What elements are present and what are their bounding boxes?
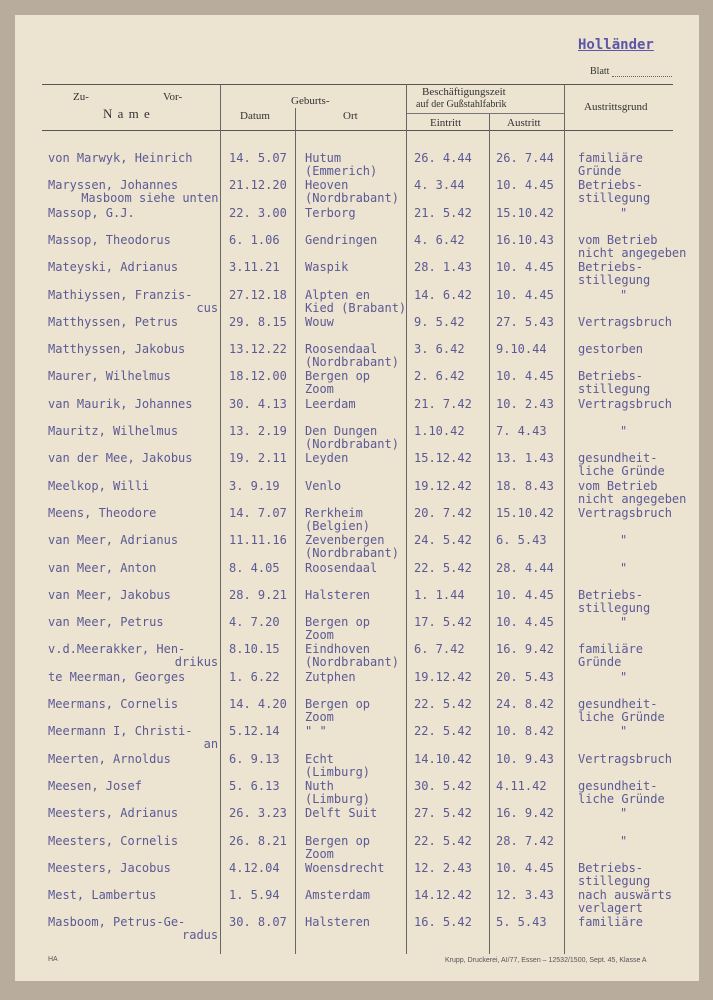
- entry-birth-place: Nuth: [305, 778, 334, 793]
- table-row: [0, 507, 713, 535]
- entry-exit-reason-cont: Gründe: [578, 655, 622, 670]
- entry-end-date: 15.10.42: [496, 505, 554, 520]
- table-top-rule: [42, 84, 673, 85]
- entry-name: Masboom, Petrus-Ge-: [48, 915, 186, 930]
- entry-name: Meesters, Jacobus: [48, 860, 171, 875]
- entry-name: van Meer, Jakobus: [48, 587, 171, 602]
- table-row: [0, 152, 713, 180]
- header-zu: Zu-: [73, 91, 89, 103]
- entry-exit-reason: ": [620, 533, 628, 548]
- entry-name: v.d.Meerakker, Hen-: [48, 642, 186, 657]
- entry-start-date: 27. 5.42: [414, 806, 472, 821]
- entry-exit-reason: ": [620, 424, 628, 438]
- entry-birth-date: 18.12.00: [229, 369, 287, 384]
- entry-birth-place: " ": [305, 724, 327, 739]
- entry-birth-date: 8.10.15: [229, 642, 280, 657]
- nationality-stamp: Holländer: [578, 37, 654, 53]
- entry-exit-reason: Vertragsbruch: [578, 396, 672, 411]
- entry-birth-place: Waspik: [305, 260, 349, 275]
- entry-end-date: 16. 9.42: [496, 806, 554, 821]
- entry-name: Matthyssen, Petrus: [48, 314, 179, 329]
- header-eintritt: Eintritt: [430, 117, 462, 129]
- blatt-label: Blatt: [590, 66, 610, 77]
- entry-birth-place-cont: (Limburg): [305, 764, 371, 779]
- table-row: [0, 616, 713, 644]
- entry-birth-place: Zutphen: [305, 669, 356, 684]
- table-row: [0, 589, 713, 617]
- entry-birth-date: 11.11.16: [229, 533, 287, 548]
- entry-birth-date: 3. 9.19: [229, 478, 280, 493]
- entry-birth-date: 28. 9.21: [229, 587, 287, 602]
- entry-start-date: 26. 4.44: [414, 151, 472, 165]
- entry-birth-date: 14. 5.07: [229, 151, 287, 165]
- header-ort: Ort: [343, 110, 358, 122]
- blatt-line: [612, 76, 672, 77]
- entry-name-cont: drikus: [174, 655, 219, 670]
- entry-birth-place: Venlo: [305, 478, 342, 493]
- entry-name: Mest, Lambertus: [48, 888, 157, 903]
- footer-printer-note: Krupp, Druckerei, AI/77, Essen – 12532/1500, Sept. 45, Klasse A: [445, 957, 647, 964]
- entry-exit-reason-cont: stillegung: [578, 191, 651, 206]
- header-datum: Datum: [240, 110, 270, 122]
- entry-start-date: 22. 5.42: [414, 724, 472, 739]
- entry-name-cont: an: [203, 737, 219, 752]
- entry-name: Meesters, Cornelis: [48, 833, 179, 848]
- entry-birth-place-cont: Zoom: [305, 846, 334, 861]
- table-row: [0, 370, 713, 398]
- entry-end-date: 7. 4.43: [496, 424, 547, 438]
- entry-birth-date: 30. 8.07: [229, 915, 287, 930]
- entry-name: te Meerman, Georges: [48, 669, 186, 684]
- entry-start-date: 4. 6.42: [414, 232, 465, 247]
- entry-exit-reason: ": [620, 833, 628, 848]
- entry-birth-date: 14. 7.07: [229, 505, 287, 520]
- entry-name: Mauritz, Wilhelmus: [48, 424, 179, 438]
- header-beschaeftigung: Beschäftigungszeit: [422, 86, 506, 98]
- entry-birth-date: 29. 8.15: [229, 314, 287, 329]
- entry-birth-date: 5.12.14: [229, 724, 280, 739]
- entry-end-date: 16. 9.42: [496, 642, 554, 657]
- entry-birth-place: Bergen op: [305, 615, 371, 630]
- entry-start-date: 21. 7.42: [414, 396, 472, 411]
- entry-name: van Meer, Anton: [48, 560, 157, 575]
- entry-birth-place: Halsteren: [305, 587, 371, 602]
- table-row: [0, 862, 713, 890]
- entry-name: van Maurik, Johannes: [48, 396, 193, 411]
- entry-exit-reason: ": [620, 806, 628, 821]
- entry-birth-place-cont: (Nordbrabant): [305, 437, 399, 451]
- entry-name: Mateyski, Adrianus: [48, 260, 179, 275]
- entry-end-date: 10. 4.45: [496, 587, 554, 602]
- entry-end-date: 9.10.44: [496, 342, 547, 357]
- entry-end-date: 15.10.42: [496, 205, 554, 220]
- entry-exit-reason-cont: stillegung: [578, 382, 651, 397]
- table-row: [0, 534, 713, 562]
- entry-exit-reason: ": [620, 287, 628, 302]
- entry-exit-reason: familiäre: [578, 642, 644, 657]
- entry-birth-place-cont: Zoom: [305, 382, 334, 397]
- entry-birth-place: Woensdrecht: [305, 860, 385, 875]
- entry-birth-place: Bergen op: [305, 697, 371, 711]
- entry-end-date: 10. 4.45: [496, 369, 554, 384]
- entry-start-date: 17. 5.42: [414, 615, 472, 630]
- table-row: [0, 480, 713, 508]
- header-gussstahlfabrik: auf der Gußstahlfabrik: [416, 99, 507, 110]
- entry-end-date: 10. 4.45: [496, 178, 554, 193]
- table-header-rule: [42, 130, 673, 131]
- entry-exit-reason: gestorben: [578, 342, 644, 357]
- entry-exit-reason-cont: nicht angegeben: [578, 245, 687, 260]
- entry-birth-place-cont: (Nordbrabant): [305, 355, 399, 370]
- entry-birth-date: 6. 9.13: [229, 751, 280, 766]
- entry-exit-reason: ": [620, 205, 628, 220]
- entry-birth-place: Roosendaal: [305, 342, 378, 357]
- table-row: [0, 343, 713, 371]
- header-name: N a m e: [103, 106, 151, 121]
- table-row: [0, 398, 713, 426]
- entry-birth-place: Bergen op: [305, 369, 371, 384]
- entry-birth-date: 30. 4.13: [229, 396, 287, 411]
- entry-start-date: 9. 5.42: [414, 314, 465, 329]
- entry-exit-reason-cont: stillegung: [578, 273, 651, 288]
- entry-start-date: 6. 7.42: [414, 642, 465, 657]
- entry-birth-place-cont: (Nordbrabant): [305, 655, 399, 670]
- entry-name: Meesters, Adrianus: [48, 806, 179, 821]
- entry-end-date: 12. 3.43: [496, 888, 554, 903]
- entry-birth-date: 4.12.04: [229, 860, 280, 875]
- table-row: [0, 916, 713, 944]
- table-row: [0, 289, 713, 317]
- entry-birth-place: Heoven: [305, 178, 349, 193]
- entry-exit-reason-cont: verlagert: [578, 901, 644, 916]
- entry-birth-date: 19. 2.11: [229, 451, 287, 466]
- table-row: [0, 835, 713, 863]
- entry-end-date: 6. 5.43: [496, 533, 547, 548]
- entry-start-date: 14.12.42: [414, 888, 472, 903]
- entry-start-date: 22. 5.42: [414, 833, 472, 848]
- entry-start-date: 21. 5.42: [414, 205, 472, 220]
- entry-end-date: 10. 4.45: [496, 860, 554, 875]
- entry-start-date: 30. 5.42: [414, 778, 472, 793]
- entry-birth-place-cont: Kied (Brabant): [305, 300, 407, 315]
- entry-end-date: 10. 8.42: [496, 724, 554, 739]
- entry-name: Massop, G.J.: [48, 205, 135, 220]
- entry-end-date: 28. 7.42: [496, 833, 554, 848]
- entry-birth-place: Roosendaal: [305, 560, 378, 575]
- entry-name: van Meer, Petrus: [48, 615, 164, 630]
- header-austritt: Austritt: [507, 117, 541, 129]
- entry-exit-reason: vom Betrieb: [578, 478, 658, 493]
- entry-birth-place-cont: (Nordbrabant): [305, 546, 399, 561]
- table-row: [0, 671, 713, 699]
- entry-birth-date: 1. 5.94: [229, 888, 280, 903]
- table-row: [0, 780, 713, 808]
- table-row: [0, 452, 713, 480]
- entry-name: Meesen, Josef: [48, 778, 142, 793]
- entry-name: Meelkop, Willi: [48, 478, 150, 493]
- footer-left: HA: [48, 956, 58, 963]
- entry-exit-reason: Betriebs-: [578, 369, 644, 384]
- entry-exit-reason-cont: liche Gründe: [578, 710, 665, 724]
- entry-birth-place: Echt: [305, 751, 334, 766]
- entry-exit-reason: ": [620, 724, 628, 739]
- entry-exit-reason: familiäre: [578, 915, 644, 930]
- entry-birth-place: Wouw: [305, 314, 334, 329]
- entry-start-date: 4. 3.44: [414, 178, 465, 193]
- table-row: [0, 261, 713, 289]
- entry-exit-reason-cont: liche Gründe: [578, 464, 665, 479]
- entry-birth-date: 27.12.18: [229, 287, 287, 302]
- entry-end-date: 5. 5.43: [496, 915, 547, 930]
- entry-birth-place-cont: (Limburg): [305, 791, 371, 806]
- entry-birth-place: Gendringen: [305, 232, 378, 247]
- entry-exit-reason-cont: Gründe: [578, 164, 622, 178]
- entry-name: Matthyssen, Jakobus: [48, 342, 186, 357]
- entry-birth-place: Amsterdam: [305, 888, 371, 903]
- entry-birth-place: Bergen op: [305, 833, 371, 848]
- entry-exit-reason: Betriebs-: [578, 587, 644, 602]
- table-row: [0, 425, 713, 453]
- entry-name: Meermans, Cornelis: [48, 697, 179, 711]
- entry-birth-place: Terborg: [305, 205, 356, 220]
- entry-exit-reason: gesundheit-: [578, 778, 658, 793]
- entry-end-date: 4.11.42: [496, 778, 547, 793]
- entry-exit-reason-cont: stillegung: [578, 600, 651, 615]
- entry-birth-date: 22. 3.00: [229, 205, 287, 220]
- entry-exit-reason-cont: liche Gründe: [578, 791, 665, 806]
- entry-exit-reason: Vertragsbruch: [578, 505, 672, 520]
- entry-exit-reason-cont: nicht angegeben: [578, 491, 687, 506]
- table-row: [0, 179, 713, 207]
- entry-end-date: 26. 7.44: [496, 151, 554, 165]
- entry-start-date: 22. 5.42: [414, 697, 472, 711]
- entry-birth-place: Leerdam: [305, 396, 356, 411]
- entry-birth-place: Hutum: [305, 151, 342, 165]
- entry-end-date: 10. 4.45: [496, 615, 554, 630]
- entry-name-cont: Masboom siehe unten: [81, 191, 219, 206]
- entry-birth-date: 3.11.21: [229, 260, 280, 275]
- entry-birth-date: 8. 4.05: [229, 560, 280, 575]
- entry-end-date: 16.10.43: [496, 232, 554, 247]
- entry-name: Massop, Theodorus: [48, 232, 171, 247]
- entry-name: Meens, Theodore: [48, 505, 157, 520]
- entry-birth-place-cont: (Belgien): [305, 518, 371, 533]
- entry-end-date: 20. 5.43: [496, 669, 554, 684]
- entry-start-date: 20. 7.42: [414, 505, 472, 520]
- entry-name: Meerten, Arnoldus: [48, 751, 171, 766]
- table-row: [0, 725, 713, 753]
- entry-birth-place: Alpten en: [305, 287, 371, 302]
- entry-exit-reason: Betriebs-: [578, 860, 644, 875]
- entry-birth-date: 6. 1.06: [229, 232, 280, 247]
- entry-name: van Meer, Adrianus: [48, 533, 179, 548]
- entry-name-cont: radus: [182, 928, 219, 943]
- entry-birth-place: Rerkheim: [305, 505, 363, 520]
- entry-birth-place: Leyden: [305, 451, 349, 466]
- entry-end-date: 10. 9.43: [496, 751, 554, 766]
- table-row: [0, 807, 713, 835]
- entry-start-date: 1. 1.44: [414, 587, 465, 602]
- entry-name: van der Mee, Jakobus: [48, 451, 193, 466]
- entry-exit-reason: vom Betrieb: [578, 232, 658, 247]
- entry-end-date: 28. 4.44: [496, 560, 554, 575]
- table-row: [0, 207, 713, 235]
- entry-birth-date: 26. 8.21: [229, 833, 287, 848]
- entry-birth-date: 5. 6.13: [229, 778, 280, 793]
- entry-birth-place: Den Dungen: [305, 424, 378, 438]
- header-geburts: Geburts-: [291, 95, 330, 107]
- entry-end-date: 10. 4.45: [496, 260, 554, 275]
- entry-birth-date: 13.12.22: [229, 342, 287, 357]
- entry-name: Meermann I, Christi-: [48, 724, 193, 739]
- entry-end-date: 10. 2.43: [496, 396, 554, 411]
- entry-name-cont: cus: [196, 300, 219, 315]
- entry-birth-place: Halsteren: [305, 915, 371, 930]
- table-row: [0, 316, 713, 344]
- entry-name: von Marwyk, Heinrich: [48, 151, 193, 165]
- entry-exit-reason: nach auswärts: [578, 888, 672, 903]
- entry-birth-place: Zevenbergen: [305, 533, 385, 548]
- entry-end-date: 27. 5.43: [496, 314, 554, 329]
- entry-name: Maryssen, Johannes: [48, 178, 179, 193]
- entry-exit-reason: ": [620, 560, 628, 575]
- entry-end-date: 10. 4.45: [496, 287, 554, 302]
- entry-birth-place-cont: Zoom: [305, 710, 334, 724]
- entry-birth-date: 1. 6.22: [229, 669, 280, 684]
- entry-start-date: 16. 5.42: [414, 915, 472, 930]
- entry-exit-reason-cont: stillegung: [578, 873, 651, 888]
- entry-exit-reason: gesundheit-: [578, 451, 658, 466]
- table-row: [0, 643, 713, 671]
- entry-birth-place-cont: (Nordbrabant): [305, 191, 399, 206]
- table-row: [0, 562, 713, 590]
- table-row: [0, 753, 713, 781]
- table-row: [0, 889, 713, 917]
- entry-start-date: 3. 6.42: [414, 342, 465, 357]
- entry-start-date: 15.12.42: [414, 451, 472, 466]
- entry-exit-reason: Vertragsbruch: [578, 314, 672, 329]
- table-row: [0, 698, 713, 726]
- entry-end-date: 24. 8.42: [496, 697, 554, 711]
- sub-header-rule: [407, 113, 564, 114]
- entry-exit-reason: Vertragsbruch: [578, 751, 672, 766]
- entry-exit-reason: familiäre: [578, 151, 644, 165]
- entry-end-date: 13. 1.43: [496, 451, 554, 466]
- entry-birth-date: 21.12.20: [229, 178, 287, 193]
- entry-exit-reason: ": [620, 615, 628, 630]
- entry-birth-place: Delft Suit: [305, 806, 378, 821]
- entry-birth-date: 4. 7.20: [229, 615, 280, 630]
- table-row: [0, 234, 713, 262]
- entry-start-date: 12. 2.43: [414, 860, 472, 875]
- entry-birth-place-cont: (Emmerich): [305, 164, 378, 178]
- entry-birth-place-cont: Zoom: [305, 628, 334, 643]
- entry-exit-reason: ": [620, 669, 628, 684]
- entry-start-date: 28. 1.43: [414, 260, 472, 275]
- header-austrittsgrund: Austrittsgrund: [584, 101, 648, 113]
- entry-name: Mathiyssen, Franzis-: [48, 287, 193, 302]
- entry-exit-reason: Betriebs-: [578, 178, 644, 193]
- entry-start-date: 22. 5.42: [414, 560, 472, 575]
- entry-birth-date: 26. 3.23: [229, 806, 287, 821]
- entry-start-date: 24. 5.42: [414, 533, 472, 548]
- entry-birth-place: Eindhoven: [305, 642, 371, 657]
- header-vor: Vor-: [163, 91, 183, 103]
- entry-start-date: 14.10.42: [414, 751, 472, 766]
- entry-start-date: 14. 6.42: [414, 287, 472, 302]
- entry-birth-date: 14. 4.20: [229, 697, 287, 711]
- entry-start-date: 19.12.42: [414, 478, 472, 493]
- entry-birth-date: 13. 2.19: [229, 424, 287, 438]
- entry-start-date: 19.12.42: [414, 669, 472, 684]
- entry-start-date: 2. 6.42: [414, 369, 465, 384]
- entry-name: Maurer, Wilhelmus: [48, 369, 171, 384]
- entry-exit-reason: Betriebs-: [578, 260, 644, 275]
- entry-end-date: 18. 8.43: [496, 478, 554, 493]
- entry-exit-reason: gesundheit-: [578, 697, 658, 711]
- entry-start-date: 1.10.42: [414, 424, 465, 438]
